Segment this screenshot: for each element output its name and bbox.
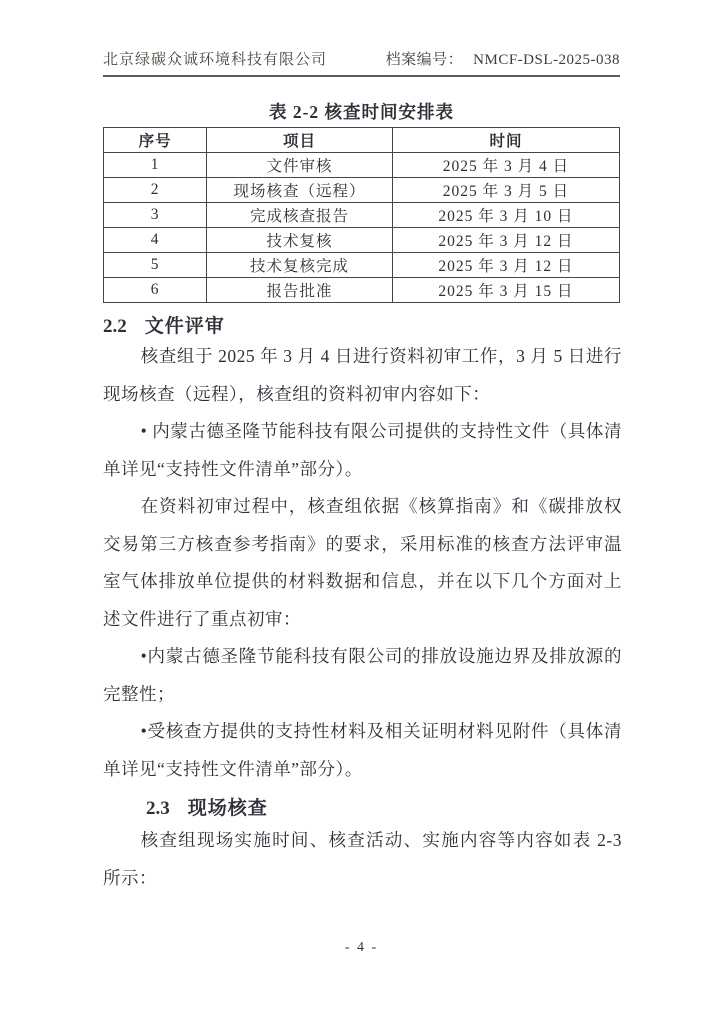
cell-no: 1 <box>104 153 207 178</box>
cell-item: 技术复核 <box>207 228 393 253</box>
archive-label: 档案编号： <box>385 52 464 68</box>
cell-time: 2025 年 3 月 15 日 <box>392 278 619 303</box>
section-2-2-body <box>103 338 622 788</box>
section-number: 2.2 <box>103 316 127 337</box>
column-header-no: 序号 <box>104 128 207 153</box>
cell-no: 6 <box>104 278 207 303</box>
company-name: 北京绿碳众诚环境科技有限公司 <box>103 52 328 68</box>
table-title: 表 2-2 核查时间安排表 <box>268 102 455 122</box>
section-number: 2.3 <box>146 798 170 819</box>
cell-no: 3 <box>104 203 207 228</box>
cell-item: 现场核查（远程） <box>207 178 393 203</box>
cell-time: 2025 年 3 月 10 日 <box>392 203 619 228</box>
bullet-paragraph: •内蒙古德圣隆节能科技有限公司的排放设施边界及排放源的完整性； <box>103 646 622 704</box>
section-title: 文件评审 <box>144 316 225 337</box>
cell-no: 5 <box>104 253 207 278</box>
table-row <box>104 278 620 303</box>
cell-item: 完成核查报告 <box>207 203 393 228</box>
bullet-paragraph: • 内蒙古德圣隆节能科技有限公司提供的支持性文件（具体清单详见“支持性文件清单”部分）。 <box>103 421 622 479</box>
column-header-time: 时间 <box>392 128 619 153</box>
page-number: - 4 - <box>344 940 379 955</box>
section-title: 现场核查 <box>187 798 268 819</box>
cell-item: 技术复核完成 <box>207 253 393 278</box>
document-header <box>103 48 620 77</box>
paragraph: 核查组于 2025 年 3 月 4 日进行资料初审工作，3 月 5 日进行现场核查（远程），核查组的资料初审内容如下： <box>103 346 622 404</box>
archive-number-group <box>386 48 620 69</box>
cell-time: 2025 年 3 月 4 日 <box>392 153 619 178</box>
cell-time: 2025 年 3 月 5 日 <box>392 178 619 203</box>
table-row <box>104 153 620 178</box>
cell-item: 文件审核 <box>207 153 393 178</box>
table-row <box>104 253 620 278</box>
section-2-3-body <box>103 822 622 897</box>
section-heading-2-2 <box>103 311 225 338</box>
cell-time: 2025 年 3 月 12 日 <box>392 253 619 278</box>
archive-number: NMCF-DSL-2025-038 <box>473 52 620 68</box>
schedule-table <box>103 127 620 303</box>
table-header-row <box>104 128 620 153</box>
column-header-item: 项目 <box>207 128 393 153</box>
cell-no: 4 <box>104 228 207 253</box>
table-row <box>104 203 620 228</box>
cell-item: 报告批准 <box>207 278 393 303</box>
bullet-paragraph: •受核查方提供的支持性材料及相关证明材料见附件（具体清单详见“支持性文件清单”部分）。 <box>103 721 622 779</box>
section-heading-2-3 <box>146 793 268 820</box>
paragraph: 在资料初审过程中，核查组依据《核算指南》和《碳排放权交易第三方核查参考指南》的要求，采用标准的核查方法评审温室气体排放单位提供的材料数据和信息，并在以下几个方面对上述文件进行了重点初审： <box>103 496 622 629</box>
table-row <box>104 178 620 203</box>
table-row <box>104 228 620 253</box>
paragraph: 核查组现场实施时间、核查活动、实施内容等内容如表 2-3 所示： <box>103 830 622 888</box>
cell-time: 2025 年 3 月 12 日 <box>392 228 619 253</box>
cell-no: 2 <box>104 178 207 203</box>
